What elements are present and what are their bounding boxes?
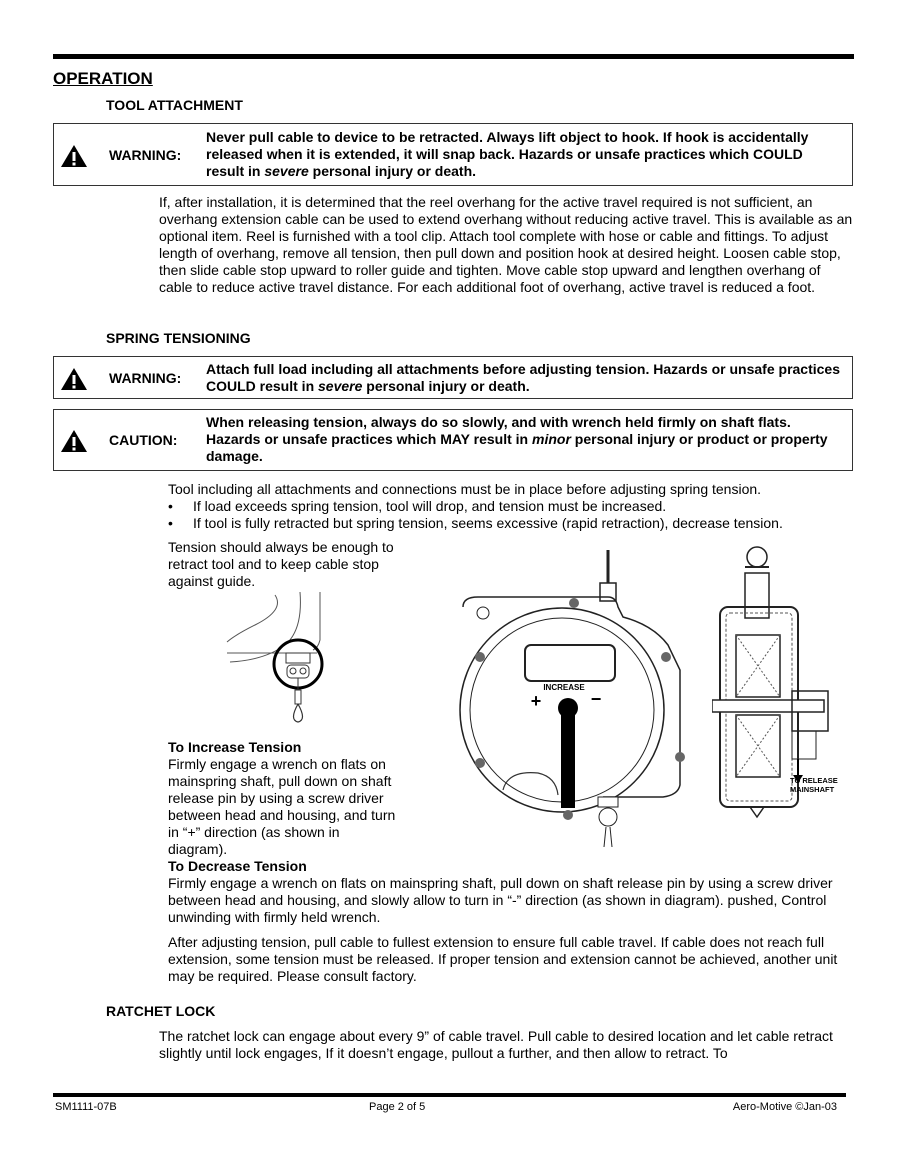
footer-doc-id: SM1111-07B <box>55 1101 117 1113</box>
tension-bullet-list <box>168 498 858 532</box>
caution-triangle-icon <box>60 429 88 453</box>
bullet-item: • If load exceeds spring tension, tool will drop, and tension must be increased. <box>168 498 858 515</box>
warning-message: Never pull cable to device to be retracted. Always lift object to hook. If hook is accidentally released when it is extended, it will snap back. Hazards or unsafe practices which COULD result in severe personal injury or death. <box>206 129 809 179</box>
bottom-rule <box>53 1093 846 1097</box>
intro-text: Tool including all attachments and connections must be in place before adjusting spring tension. <box>168 481 762 497</box>
spring-tension-intro <box>168 481 858 532</box>
footer-page-number: Page 2 of 5 <box>369 1101 426 1113</box>
increase-tension-block <box>168 739 398 858</box>
spring-tensioning-caution-box <box>53 409 853 471</box>
spring-tensioning-warning-box <box>53 356 853 399</box>
top-rule <box>53 54 854 59</box>
release-label-line2: MAINSHAFT <box>790 785 835 794</box>
decrease-tension-heading: To Decrease Tension <box>168 858 307 874</box>
warning-label: WARNING: <box>109 147 182 163</box>
after-adjusting-paragraph: After adjusting tension, pull cable to fullest extension to ensure full cable travel. If cable does not reach full extension, some tension must be released. If proper tension and extension cannot be achieved, another unit may be required. Please consult factory. <box>168 934 838 984</box>
plus-label: + <box>530 691 542 711</box>
decrease-tension-text: Firmly engage a wrench on flats on mainspring shaft, pull down on shaft release pin by using a screw driver between head and housing, and slowly allow to turn in “-” direction (as shown in diagram). pushed, Control unwinding with firmly held wrench. <box>168 875 833 925</box>
warning-message: Attach full load including all attachments before adjusting tension. Hazards or unsafe practices COULD result in severe personal injury or death. <box>206 361 841 394</box>
caution-label: CAUTION: <box>109 432 178 448</box>
warning-triangle-icon <box>60 367 88 391</box>
warning-label: WARNING: <box>109 370 182 386</box>
increase-tension-text: Firmly engage a wrench on flats on mainspring shaft, pull down on shaft release pin by using a screw driver between head and housing, and turn in “+” direction (as shown in diagram). <box>168 756 396 857</box>
increase-tension-heading: To Increase Tension <box>168 739 302 755</box>
reel-front-diagram <box>448 545 693 855</box>
section-title: OPERATION <box>53 69 153 88</box>
tool-attachment-paragraph: If, after installation, it is determined that the reel overhang for the active travel required is not sufficient, an overhang extension cable can be used to extend overhang without reducing active travel. This is available as an optional item. Reel is furnished with a tool clip. Attach tool complete with hose or cable and fittings. To adjust length of overhang, remove all tension, then pull down and position hook at desired height. Loosen cable stop, then slide cable stop upward to roller guide and tighten. Move cable stop upward and lengthen overhang of cable to reduce active travel distance. For each additional foot of overhang, active travel is reduced a foot. <box>159 194 853 295</box>
release-label-line1: TO RELEASE <box>790 776 838 785</box>
caution-message: When releasing tension, always do so slowly, and with wrench held firmly on shaft flats. Hazards or unsafe practices which MAY result in minor personal injury or product or property damage. <box>206 414 828 464</box>
spring-tensioning-heading: SPRING TENSIONING <box>106 330 251 346</box>
footer-copyright: Aero-Motive ©Jan-03 <box>732 1101 837 1113</box>
ratchet-lock-paragraph: The ratchet lock can engage about every 9” of cable travel. Pull cable to desired location and let cable retract slightly until lock engages, If it doesn’t engage, pullout a further, and then allow to retract. To <box>159 1028 833 1061</box>
ratchet-lock-heading: RATCHET LOCK <box>106 1003 216 1019</box>
bullet-item: • If tool is fully retracted but spring tension, seems excessive (rapid retraction), decrease tension. <box>168 515 858 532</box>
minus-label: − <box>590 689 602 709</box>
reel-section-diagram <box>712 545 842 825</box>
tension-note: Tension should always be enough to retract tool and to keep cable stop against guide. <box>168 539 394 589</box>
tool-attachment-heading: TOOL ATTACHMENT <box>106 97 243 113</box>
increase-label: INCREASE <box>543 683 585 692</box>
warning-triangle-icon <box>60 144 88 168</box>
tool-attachment-warning-box <box>53 123 853 186</box>
cable-stop-detail-illustration <box>225 590 335 735</box>
decrease-tension-block <box>168 858 858 926</box>
